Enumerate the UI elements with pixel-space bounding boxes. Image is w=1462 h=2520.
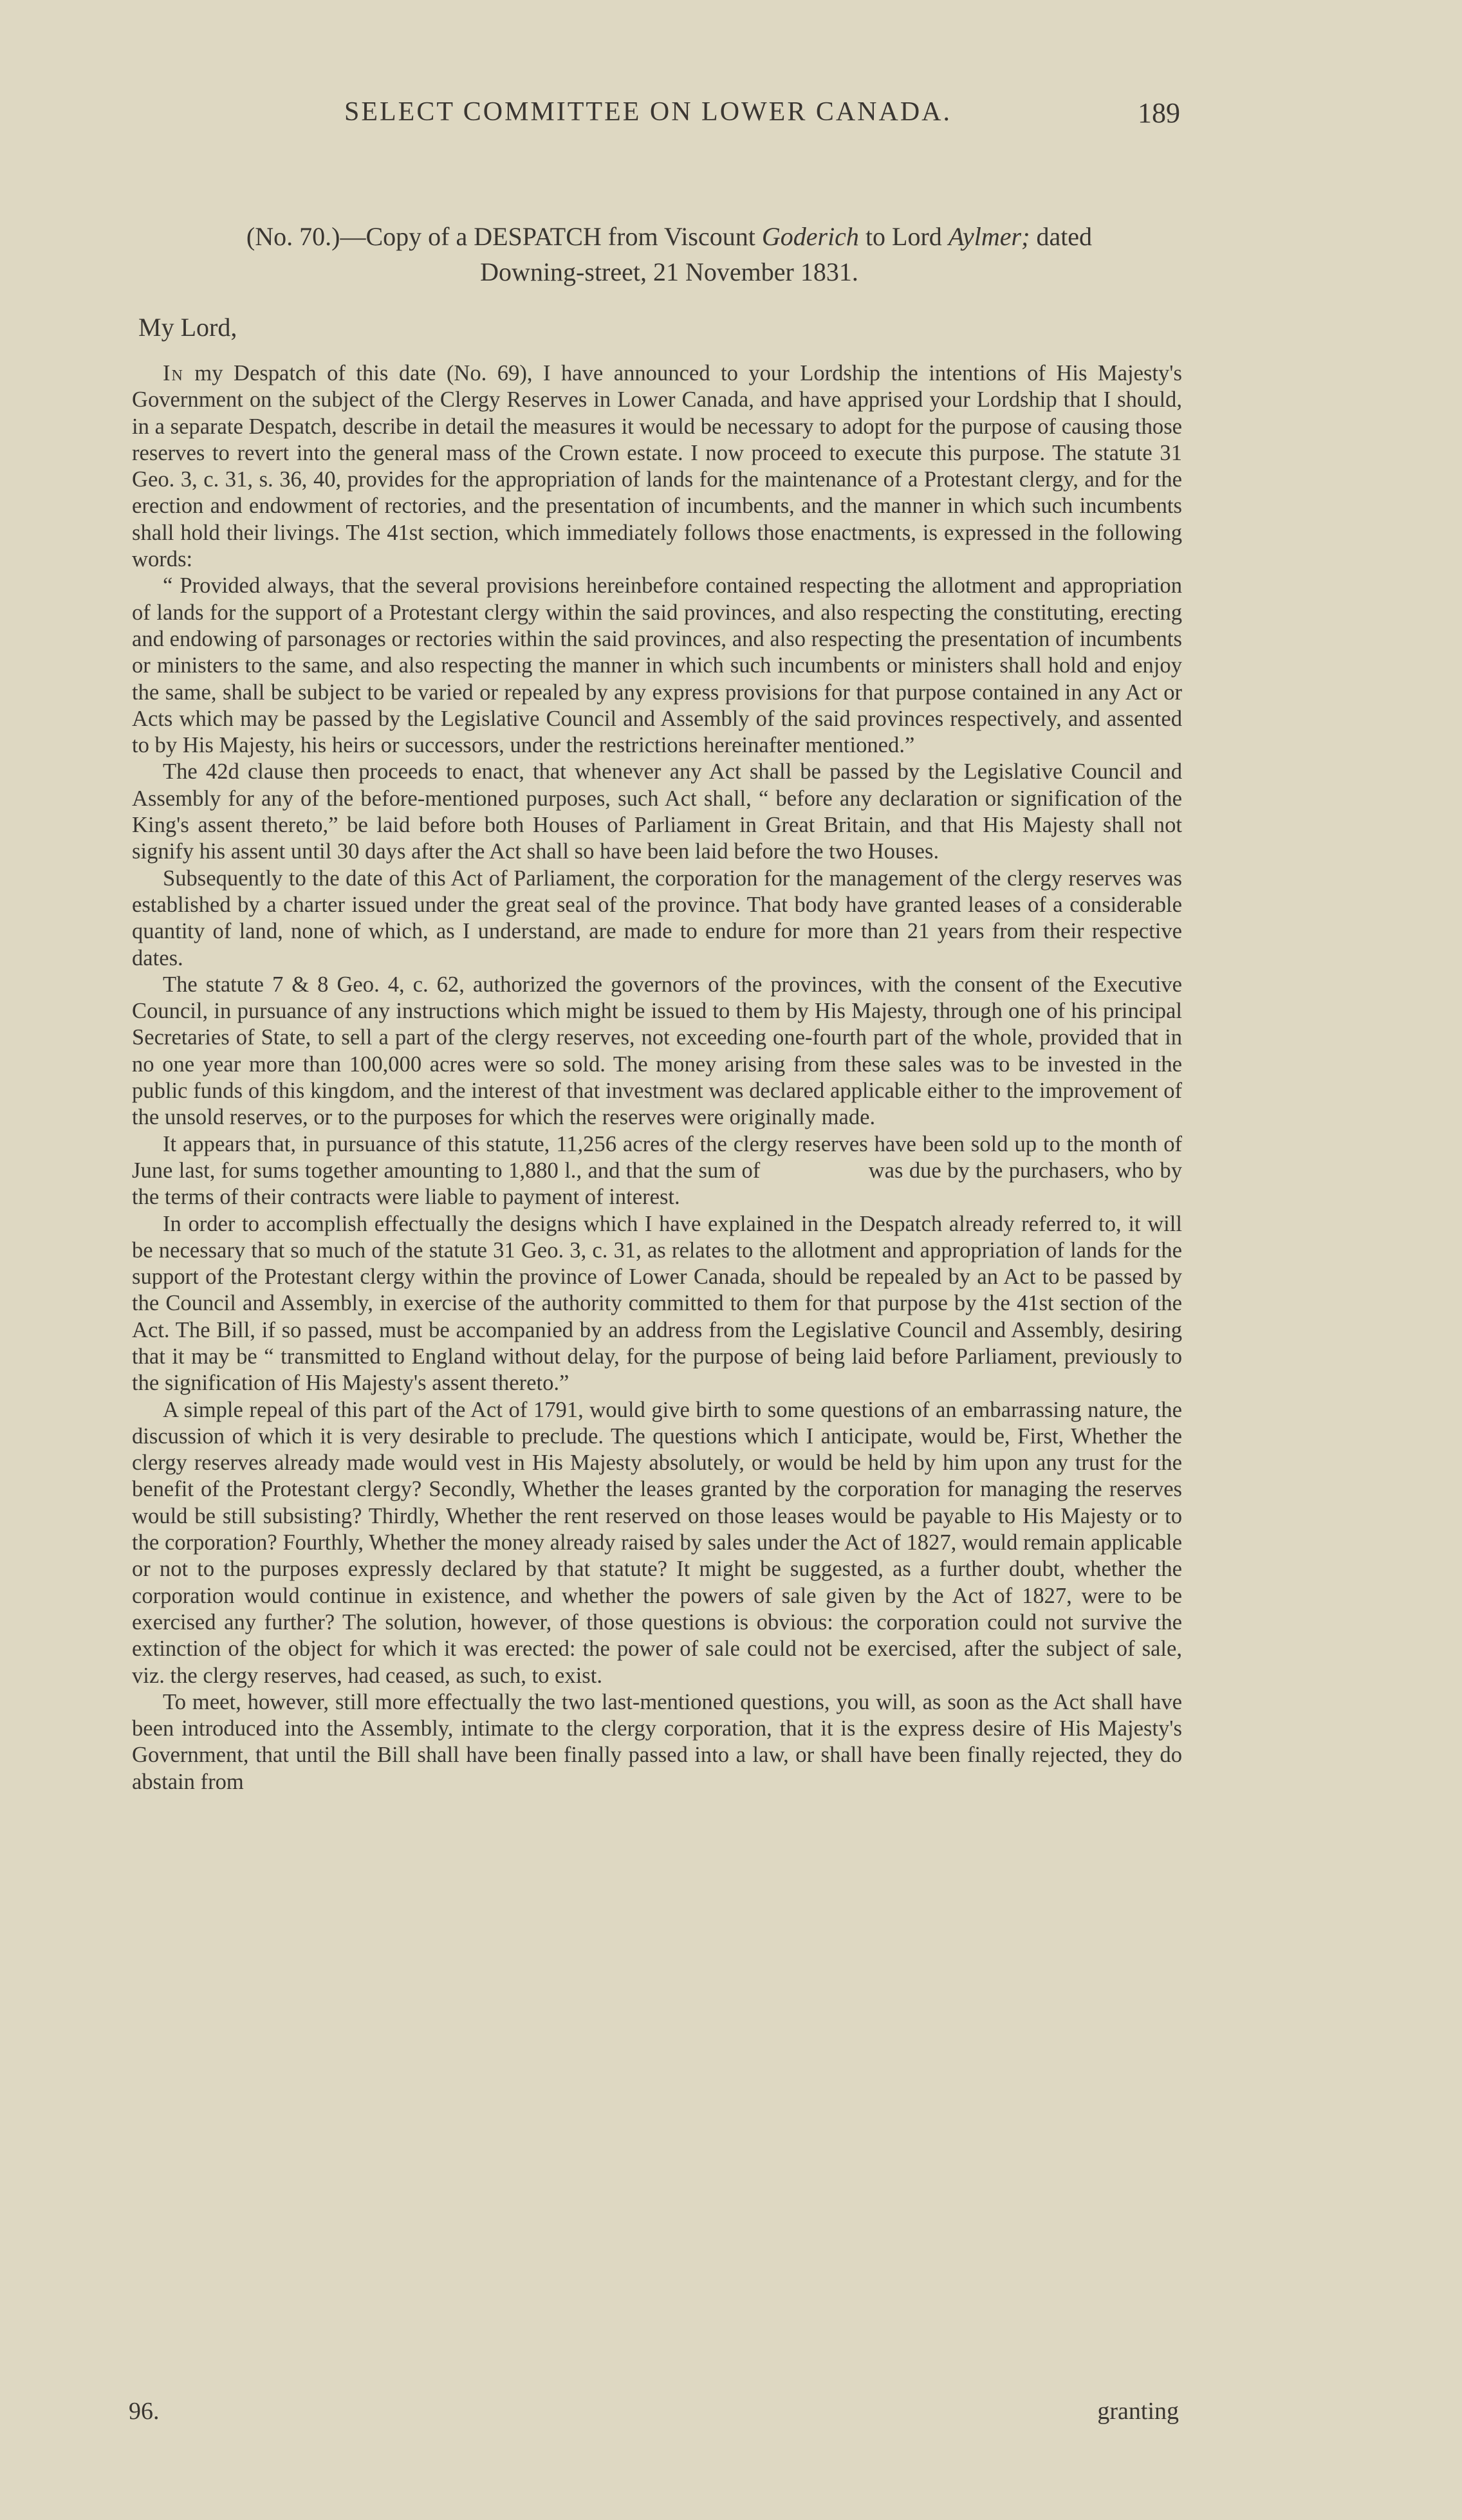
heading-to-name: Aylmer; bbox=[948, 222, 1030, 251]
signature-mark: 96. bbox=[129, 2398, 160, 2425]
heading-mid: to Lord bbox=[858, 222, 948, 251]
heading-from-name: Goderich bbox=[761, 222, 859, 251]
heading-suffix: dated bbox=[1030, 222, 1093, 251]
paragraph bbox=[132, 759, 1182, 865]
despatch-heading bbox=[161, 219, 1178, 290]
paragraph-lead: In bbox=[163, 361, 184, 385]
page-number: 189 bbox=[1138, 97, 1180, 129]
paragraph bbox=[132, 1689, 1182, 1795]
paragraph-text: Subsequently to the date of this Act of Parliament, the corporation for the management of the clergy reserves was established by a charter issued under the great seal of the province. That body have granted leases of a considerable quantity of land, none of which, as I understand, are made to endure for more than 21 years from their respective dates. bbox=[132, 866, 1182, 970]
paragraph-text: A simple repeal of this part of the Act of 1791, would give birth to some questions of an embarrassing nature, the discussion of which it is very desirable to preclude. The questions which I anticipate, would be, First, Whether the clergy reserves already made would vest in His Majesty absolutely, or would be held by him upon any trust for the benefit of the Protestant clergy? Secondly, Whether the leases granted by the corporation for managing the reserves would be still subsisting? Thirdly, Whether the rent reserved on those leases would be payable to His Majesty or to the corporation? Fourthly, Whether the money already raised by sales under the Act of 1827, would remain applicable or not to the purposes expressly declared by that statute? It might be suggested, as a further doubt, whether the corporation would continue in existence, and whether the powers of sale given by the Act of 1827, were to be exercised any further? The solution, however, of those questions is obvious: the corporation could not survive the extinction of the object for which it was erected: the power of sale could not be exercised, after the subject of sale, viz. the clergy reserves, had ceased, as such, to exist. bbox=[132, 1397, 1182, 1688]
salutation: My Lord, bbox=[138, 313, 237, 342]
paragraph bbox=[132, 360, 1182, 573]
body-text bbox=[132, 360, 1188, 1795]
running-head: SELECT COMMITTEE ON LOWER CANADA. bbox=[344, 97, 952, 127]
paragraph-text: The 42d clause then proceeds to enact, that whenever any Act shall be passed by the Legislative Council and Assembly for any of the before-mentioned purposes, such Act shall, “ before any declaration or signification of the King's assent thereto,” be laid before both Houses of Parliament in Great Britain, and that His Majesty shall not signify his assent until 30 days after the Act shall so have been laid before the two Houses. bbox=[132, 759, 1182, 864]
heading-line-2: Downing-street, 21 November 1831. bbox=[480, 257, 858, 286]
paragraph bbox=[132, 573, 1182, 759]
paragraph-text: The statute 7 & 8 Geo. 4, c. 62, authorized the governors of the provinces, with the consent of the Executive Council, in pursuance of any instructions which might be issued to them by His Majesty, through one of his principal Secretaries of State, to sell a part of the clergy reserves, not exceeding one-fourth part of the whole, provided that in no one year more than 100,000 acres were so sold. The money arising from these sales was to be invested in the public funds of this kingdom, and the interest of that investment was declared applicable either to the improvement of the unsold reserves, or to the purposes for which the reserves were originally made. bbox=[132, 972, 1182, 1130]
heading-line-1 bbox=[161, 219, 1178, 254]
paragraph bbox=[132, 1211, 1182, 1397]
paragraph bbox=[132, 866, 1182, 972]
paragraph-text: “ Provided always, that the several provisions hereinbefore contained respecting the allotment and appropriation of lands for the support of a Protestant clergy within the said provinces, and also respecting the constituting, erecting and endowing of parsonages or rectories within the said provinces, and also respecting the presentation of incumbents or ministers to the same, and also respecting the manner in which such incumbents or ministers shall hold and enjoy the same, shall be subject to be varied or repealed by any express provisions for that purpose contained in any Act or Acts which may be passed by the Legislative Council and Assembly of the said provinces respectively, and assented to by His Majesty, his heirs or successors, under the restrictions hereinafter mentioned.” bbox=[132, 573, 1182, 758]
paragraph bbox=[132, 1131, 1188, 1211]
paragraph-text: In order to accomplish effectually the designs which I have explained in the Despatch already referred to, it will be necessary that so much of the statute 31 Geo. 3, c. 31, as relates to the allotment and appropriation of lands for the support of the Protestant clergy within the province of Lower Canada, should be repealed by an Act to be passed by the Council and Assembly, in exercise of the authority committed to them for that purpose by the 41st section of the Act. The Bill, if so passed, must be accompanied by an address from the Legislative Council and Assembly, desiring that it may be “ transmitted to England without delay, for the purpose of being laid before Parliament, previously to the signification of His Majesty's assent thereto.” bbox=[132, 1211, 1182, 1396]
paragraph-text: It appears that, in pursuance of this statute, 11,256 acres of the clergy reserves have been sold up to the month of June last, for sums together amounting to 1,880 l., and that the sum of was due by the purchasers, who by the terms of their contracts were liable to payment of interest. bbox=[132, 1131, 1188, 1210]
paragraph-text: To meet, however, still more effectually the two last-mentioned questions, you will, as soon as the Act shall have been introduced into the Assembly, intimate to the clergy corporation, that it is the express desire of His Majesty's Government, that until the Bill shall have been finally passed into a law, or shall have been finally rejected, they do abstain from bbox=[132, 1689, 1182, 1794]
heading-prefix: (No. 70.)—Copy of a DESPATCH from Viscount bbox=[246, 222, 762, 251]
paragraph bbox=[132, 1397, 1182, 1689]
paragraph-text: my Despatch of this date (No. 69), I have announced to your Lordship the intentions of His Majesty's Government on the subject of the Clergy Reserves in Lower Canada, and have apprised your Lordship that I should, in a separate Despatch, describe in detail the measures it would be necessary to adopt for the purpose of causing those reserves to revert into the general mass of the Crown estate. I now proceed to execute this purpose. The statute 31 Geo. 3, c. 31, s. 36, 40, provides for the appropriation of lands for the maintenance of a Protestant clergy, and for the erection and endowment of rectories, and the presentation of incumbents, and the manner in which such incumbents shall hold their livings. The 41st section, which immediately follows those enactments, is expressed in the following words: bbox=[132, 361, 1182, 572]
paragraph bbox=[132, 972, 1182, 1131]
catchword: granting bbox=[1097, 2398, 1179, 2425]
